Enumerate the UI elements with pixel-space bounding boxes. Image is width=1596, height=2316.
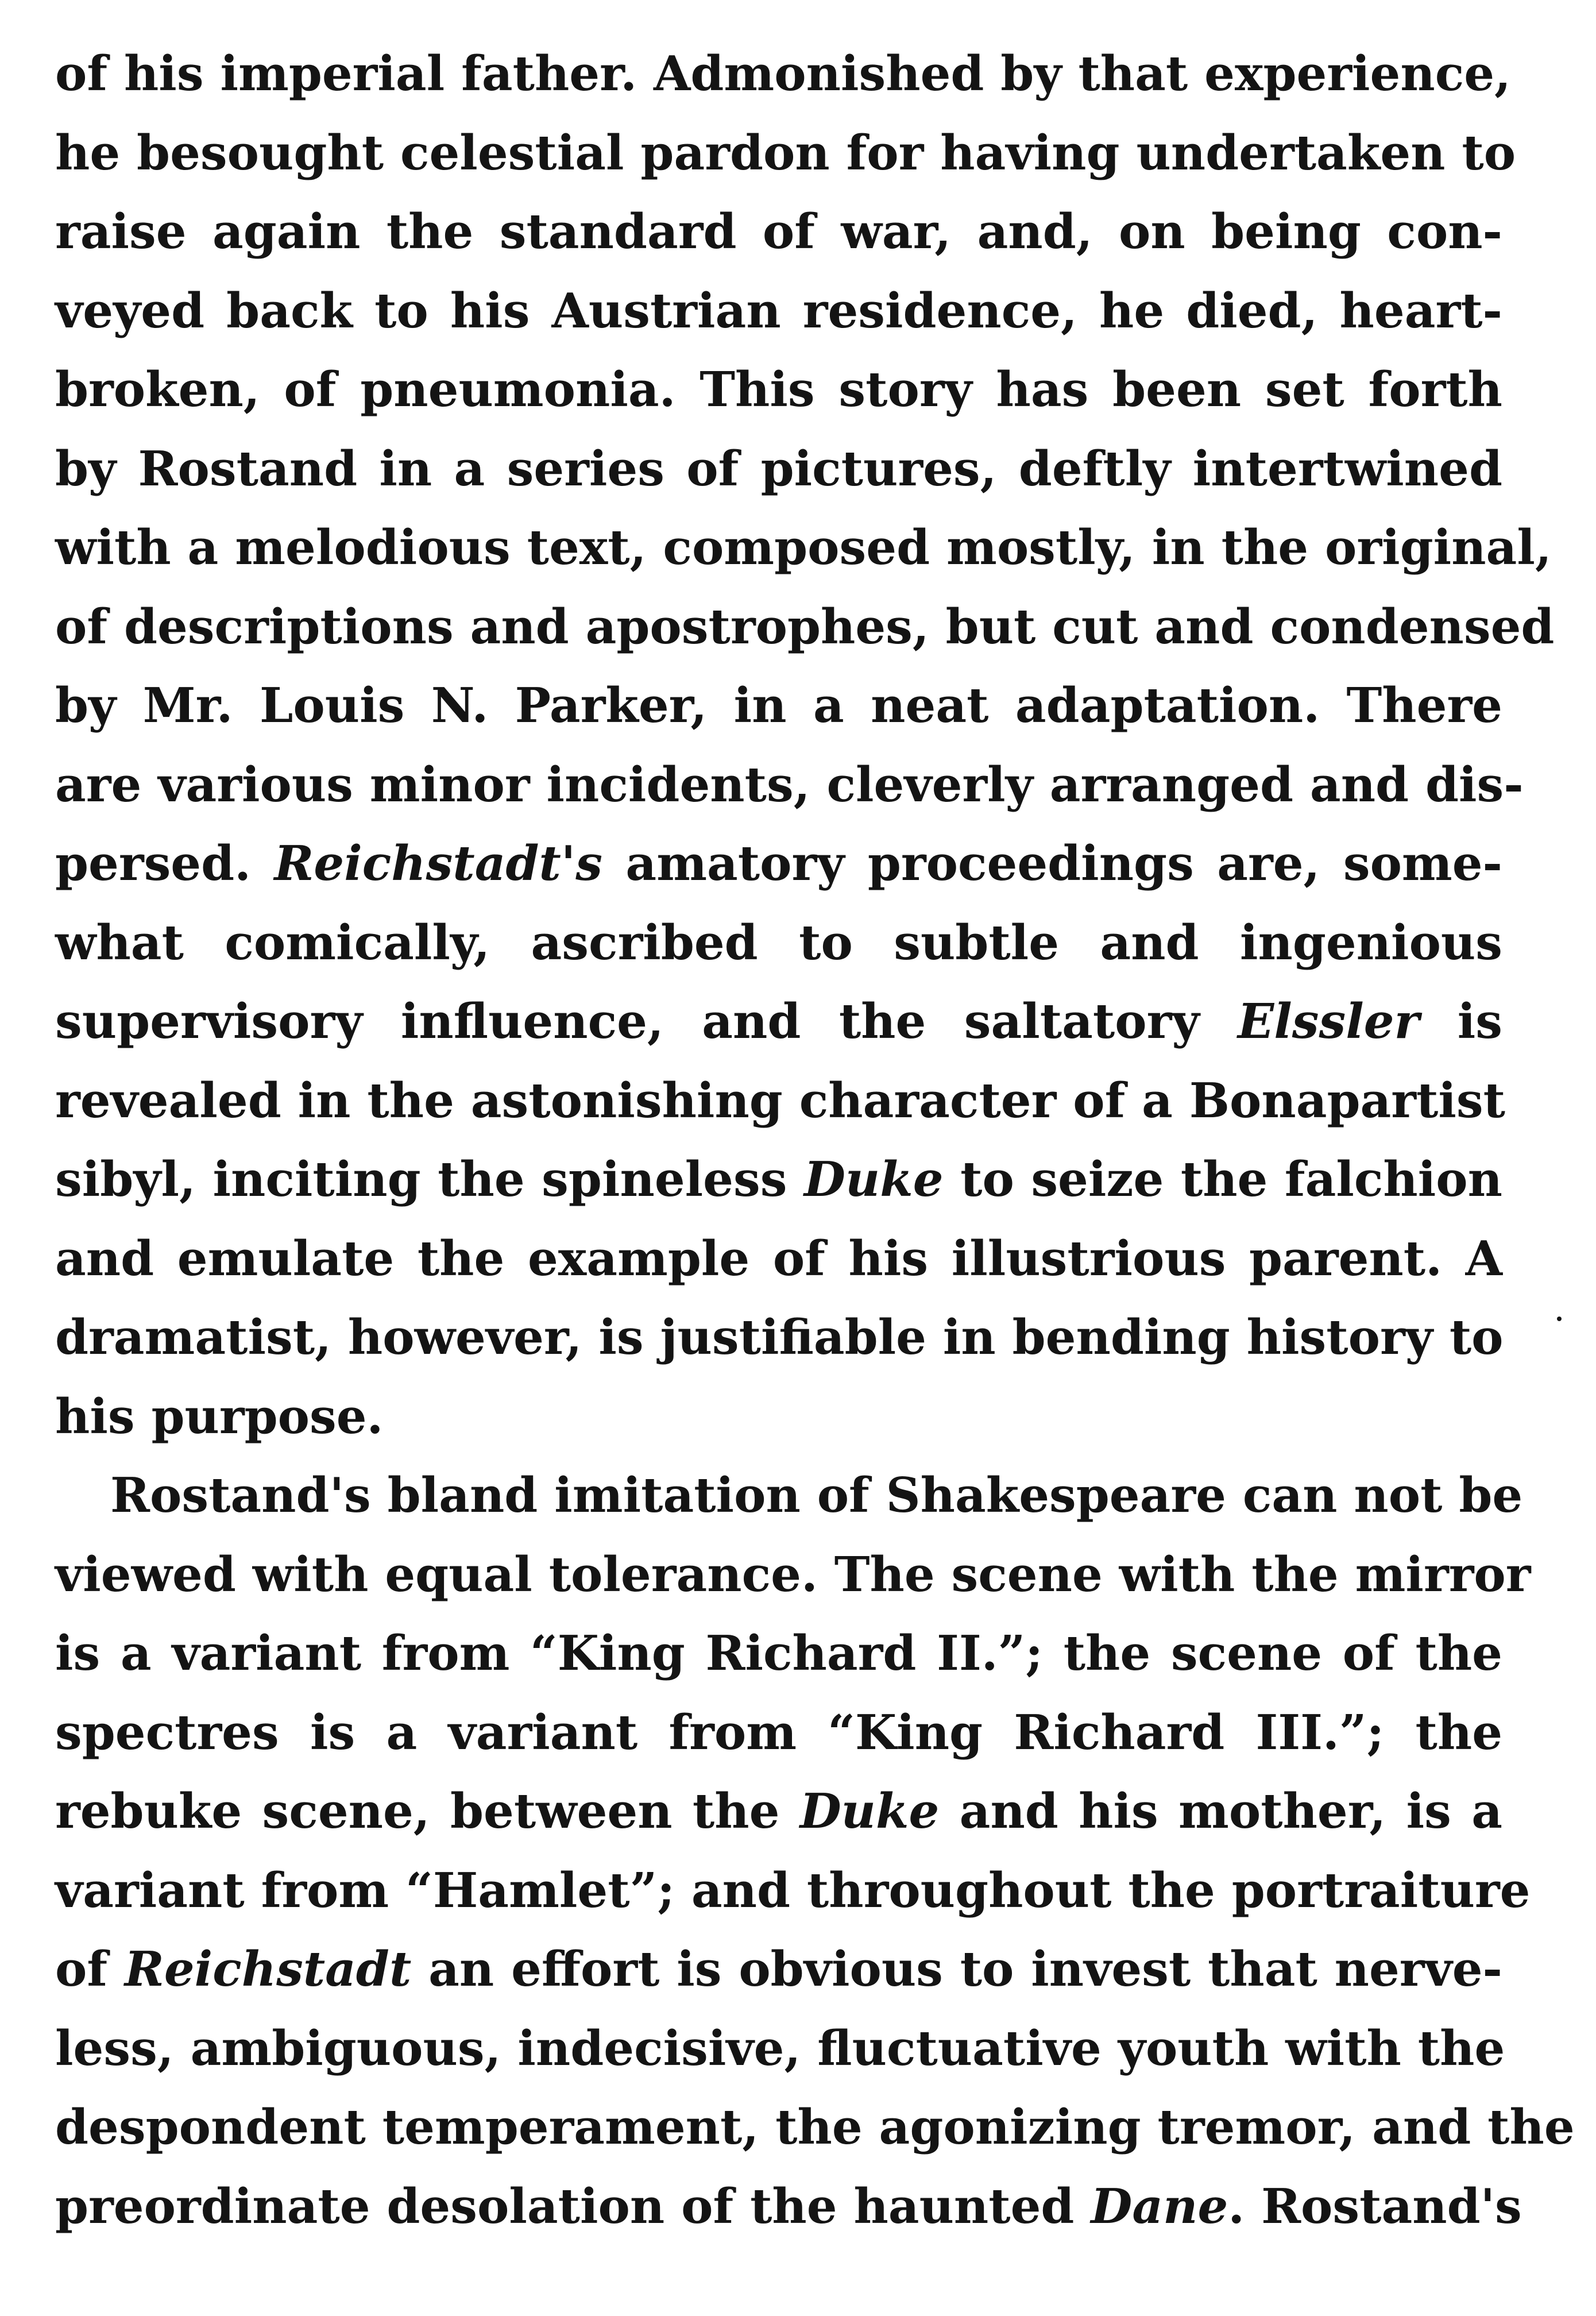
paragraph — [55, 34, 1555, 1456]
text-line — [55, 588, 1555, 667]
text-run: viewed with equal tolerance. The scene with the mirror — [55, 1546, 1531, 1603]
text-line — [55, 1298, 1502, 1377]
text-line — [55, 272, 1502, 351]
text-run: amatory proceedings are, some- — [602, 835, 1503, 891]
italic-name: Reichstadt's — [274, 835, 603, 891]
text-line — [55, 1062, 1505, 1141]
paragraph — [55, 1456, 1575, 2246]
text-run: are various minor incidents, cleverly arranged and dis- — [55, 756, 1524, 813]
text-line — [55, 350, 1502, 430]
text-run: persed. — [55, 835, 275, 891]
italic-name: Elssler — [1237, 993, 1420, 1049]
text-run: he besought celestial pardon for having undertaken to — [55, 124, 1516, 181]
text-line — [55, 114, 1516, 193]
text-line — [55, 1377, 1502, 1457]
text-line — [55, 666, 1502, 746]
text-run: raise again the standard of war, and, on being con- — [55, 203, 1502, 260]
text-run: dramatist, however, is justifiable in bending history to — [55, 1309, 1504, 1365]
text-line — [55, 1930, 1502, 2009]
text-run: supervisory influence, and the saltatory — [55, 993, 1238, 1049]
text-line — [55, 2088, 1575, 2167]
book-page — [55, 34, 1575, 2246]
text-run: despondent temperament, the agonizing tremor, and the — [55, 2099, 1575, 2155]
text-line — [55, 34, 1511, 114]
text-line — [55, 982, 1502, 1062]
text-line — [55, 1535, 1531, 1615]
text-run: Rostand's bland imitation of Shakespeare can not be — [110, 1467, 1523, 1523]
text-run: and his mother, is a — [939, 1783, 1502, 1839]
text-run: sibyl, inciting the spineless — [55, 1151, 804, 1207]
text-line — [55, 430, 1502, 509]
text-line — [55, 1851, 1531, 1931]
text-run: revealed in the astonishing character of a Bonapartist — [55, 1072, 1505, 1129]
italic-name: Dane — [1091, 2178, 1228, 2234]
text-run: of his imperial father. Admonished by that experience, — [55, 45, 1511, 102]
text-run: of descriptions and apostrophes, but cut and condensed — [55, 598, 1555, 655]
text-line — [55, 1693, 1502, 1773]
text-line — [55, 1614, 1502, 1693]
text-line — [55, 1456, 1523, 1535]
page-body-text — [55, 34, 1575, 2246]
text-run: his purpose. — [55, 1388, 384, 1445]
text-run: broken, of pneumonia. This story has been set forth — [55, 361, 1502, 418]
italic-name: Duke — [799, 1783, 940, 1839]
text-run: with a melodious text, composed mostly, in the original, — [55, 519, 1552, 576]
text-line — [55, 1140, 1502, 1219]
text-run: veyed back to his Austrian residence, he died, heart- — [55, 282, 1502, 339]
text-run: of — [55, 1941, 125, 1997]
text-run: is — [1419, 993, 1502, 1049]
text-line — [55, 746, 1524, 825]
text-run: rebuke scene, between the — [55, 1783, 800, 1839]
text-line — [55, 1219, 1502, 1299]
text-run: preordinate desolation of the haunted — [55, 2178, 1091, 2234]
text-run: is a variant from “King Richard II.”; the scene of the — [55, 1625, 1502, 1681]
text-run: by Mr. Louis N. Parker, in a neat adaptation. There — [55, 677, 1502, 734]
text-line — [55, 192, 1502, 272]
text-line — [55, 1772, 1502, 1851]
italic-name: Duke — [803, 1151, 944, 1207]
text-run: what comically, ascribed to subtle and ingenious — [55, 914, 1502, 971]
text-run: variant from “Hamlet”; and throughout the portraiture — [55, 1862, 1531, 1919]
text-line — [55, 824, 1502, 904]
text-run: by Rostand in a series of pictures, deftly intertwined — [55, 440, 1502, 497]
text-line — [55, 508, 1552, 588]
text-run: to seize the falchion — [943, 1151, 1502, 1207]
text-line — [55, 2009, 1505, 2089]
text-run: spectres is a variant from “King Richard III.”; the — [55, 1704, 1502, 1761]
italic-name: Reichstadt — [124, 1941, 412, 1997]
print-speck — [1557, 1317, 1562, 1321]
text-line — [55, 904, 1502, 983]
text-run: an effort is obvious to invest that nerve- — [411, 1941, 1503, 1997]
text-run: . Rostand's — [1228, 2178, 1522, 2234]
text-line — [55, 2167, 1522, 2246]
text-run: less, ambiguous, indecisive, fluctuative youth with the — [55, 2020, 1505, 2076]
text-run: and emulate the example of his illustrious parent. A — [55, 1230, 1502, 1287]
